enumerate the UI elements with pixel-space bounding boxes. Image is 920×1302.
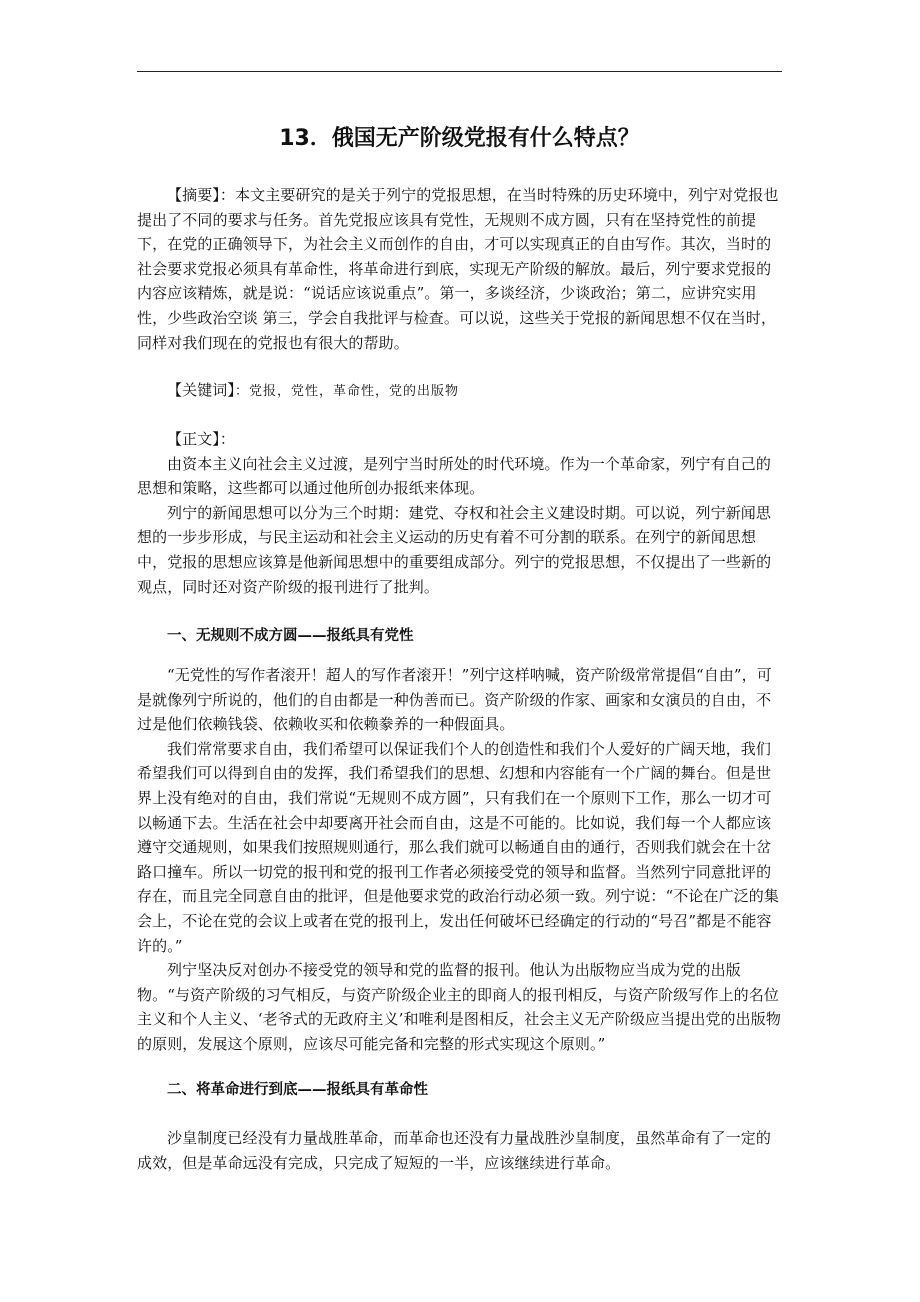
section-heading-2: 二、将革命进行到底——报纸具有革命性 bbox=[167, 1082, 428, 1098]
paragraph: 列宁坚决反对创办不接受党的领导和党的监督的报刊。他认为出版物应当成为党的出版物。“与资产阶级的习气相反，与资产阶级企业主的即商人的报刊相反，与资产阶级写作上的名位主义和个人主义、‘老爷式的无政府主义’和唯利是图相反，社会主义无产阶级应当提出党的出版物的原则，发展这个原则，应该尽可能完备和完整的形式实现这个原则。” bbox=[137, 961, 781, 1053]
section-heading-1: 一、无规则不成方圆——报纸具有党性 bbox=[167, 628, 414, 644]
body-intro bbox=[137, 427, 785, 599]
header-rule bbox=[137, 71, 782, 72]
paragraph: 我们常常要求自由，我们希望可以保证我们个人的创造性和我们个人爱好的广阔天地，我们希望我们可以得到自由的发挥，我们希望我们的思想、幻想和内容能有一个广阔的舞台。但是世界上没有绝对的自由，我们常说“无规则不成方圆”，只有我们在一个原则下工作，那么一切才可以畅通下去。生活在社会中却要离开社会而自由，这是不可能的。比如说，我们每一个人都应该遵守交通规则，如果我们按照规则通行，那么我们就可以畅通自由的通行，否则我们就会在十岔路口撞车。所以一切党的报刊和党的报刊工作者必须接受党的领导和监督。当然列宁同意批评的存在，而且完全同意自由的批评，但是他要求党的政治行动必须一致。列宁说：“不论在广泛的集会上，不论在党的会议上或者在党的报刊上，发出任何破坏已经确定的行动的“号召”都是不能容许的。” bbox=[137, 739, 779, 955]
section-2-body bbox=[137, 1126, 785, 1175]
keywords-text: ：党报，党性，革命性，党的出版物 bbox=[235, 384, 460, 399]
paragraph: “无党性的写作者滚开！超人的写作者滚开！”列宁这样呐喊，资产阶级常常提倡“自由”，可是就像列宁所说的，他们的自由都是一种伪善而已。资产阶级的作家、画家和女演员的自由，不过是他们依赖钱袋、依赖收买和依赖豢养的一种假面具。 bbox=[137, 666, 772, 734]
paragraph: 沙皇制度已经没有力量战胜革命，而革命也还没有力量战胜沙皇制度，虽然革命有了一定的成效，但是革命远没有完成，只完成了短短的一半，应该继续进行革命。 bbox=[137, 1129, 772, 1172]
abstract-label: 【摘要】 bbox=[167, 186, 220, 204]
keywords-label: 【关键词】 bbox=[167, 381, 236, 399]
abstract-text: ：本文主要研究的是关于列宁的党报思想，在当时特殊的历史环境中，列宁对党报也提出了不同的要求与任务。首先党报应该具有党性，无规则不成方圆，只有在坚持党性的前提下，在党的正确领导下，为社会主义而创作的自由，才可以实现真正的自由写作。其次，当时的社会要求党报必须具有革命性，将革命进行到底，实现无产阶级的解放。最后，列宁要求党报的内容应该精炼，就是说：“说话应该说重点”。第一，多谈经济，少谈政治；第二，应讲究实用性，少些政治空谈 第三，学会自我批评与检查。可以说，这些关于党报的新闻思想不仅在当时，同样对我们现在的党报也有很大的帮助。 bbox=[137, 186, 779, 352]
abstract-block bbox=[137, 183, 785, 355]
paragraph: 列宁的新闻思想可以分为三个时期：建党、夺权和社会主义建设时期。可以说，列宁新闻思想的一步步形成，与民主运动和社会主义运动的历史有着不可分割的联系。在列宁的新闻思想中，党报的思想应该算是他新闻思想中的重要组成部分。列宁的党报思想，不仅提出了一些新的观点，同时还对资产阶级的报刊进行了批判。 bbox=[137, 503, 772, 596]
section-1-body bbox=[137, 663, 785, 1057]
body-label: 【正文】： bbox=[167, 430, 236, 448]
keywords-block bbox=[137, 378, 785, 405]
paragraph: 由资本主义向社会主义过渡，是列宁当时所处的时代环境。作为一个革命家，列宁有自己的思想和策略，这些都可以通过他所创办报纸来体现。 bbox=[137, 454, 772, 498]
page-title: 13．俄国无产阶级党报有什么特点？ bbox=[279, 126, 640, 151]
